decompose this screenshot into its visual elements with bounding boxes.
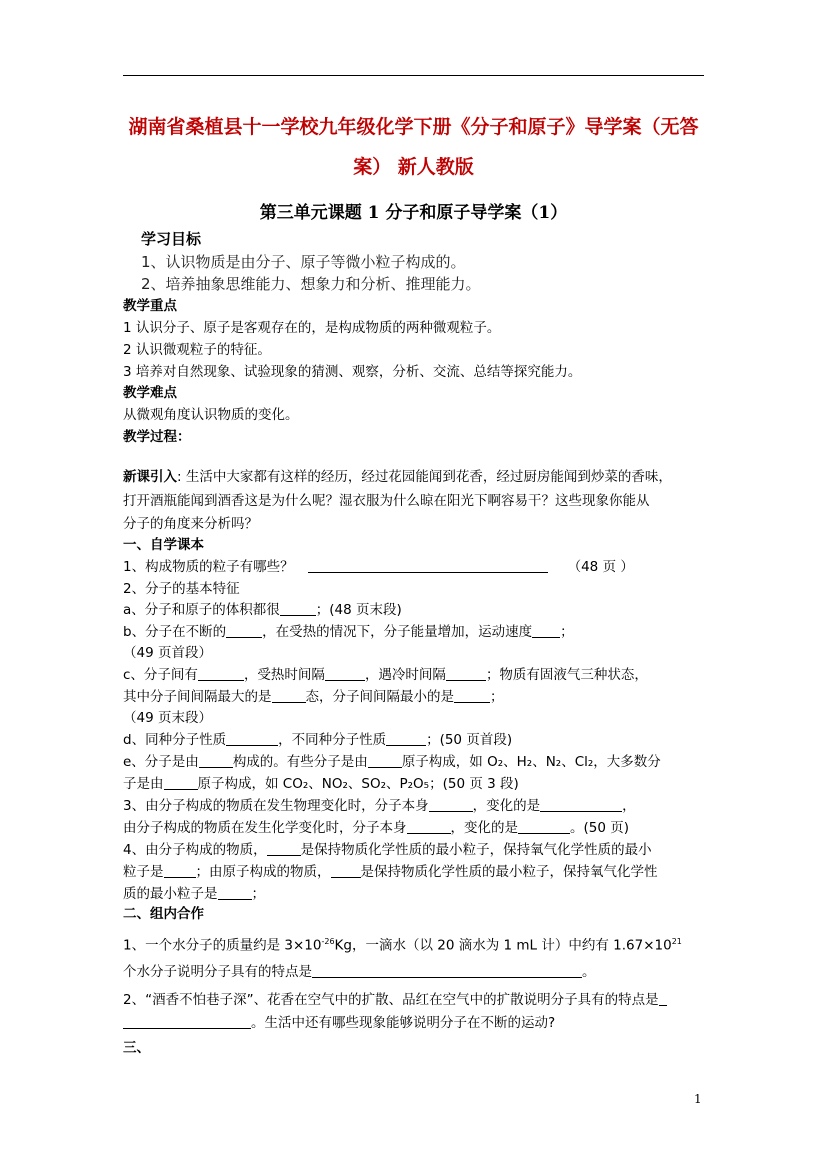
answer-blank bbox=[164, 863, 196, 878]
answer-blank bbox=[164, 775, 198, 790]
answer-blank bbox=[454, 688, 490, 703]
s2-question-1: 1、一个水分子的质量约是 $3\times 10^{-26}Kg$，一滴水（以 20 滴水为 1 mL 计）中约有 $1.67\times 10^{21}$ bbox=[123, 937, 682, 954]
answer-blank bbox=[368, 753, 402, 768]
intro-line-2: 打开酒瓶能闻到酒香这是为什么呢？湿衣服为什么晾在阳光下啊容易干？这些现象你能从 bbox=[123, 493, 650, 509]
key-point-1: 1 认识分子、原子是客观存在的，是构成物质的两种微观粒子。 bbox=[123, 320, 501, 336]
s1-item-e-2: 子是由 原子构成，如 CO₂、NO₂、SO₂、P₂O₅；(50 页 3 段) bbox=[123, 776, 519, 792]
s1-item-c: c、分子间有 ，受热时间隔 ，遇冷时间隔 ；物质有固液气三种状态， bbox=[123, 667, 648, 683]
s1-question-4-3: 质的最小粒子是 ； bbox=[123, 886, 265, 902]
objectives-heading: 学习目标 bbox=[141, 230, 202, 248]
objective-item-1: 1、认识物质是由分子、原子等微小粒子构成的。 bbox=[141, 253, 466, 271]
intro-label: 新课引入 bbox=[123, 469, 177, 485]
answer-blank bbox=[312, 963, 582, 978]
answer-blank bbox=[199, 753, 233, 768]
objective-item-2: 2、培养抽象思维能力、想象力和分析、推理能力。 bbox=[141, 275, 481, 293]
answer-blank bbox=[429, 797, 473, 812]
answer-blank bbox=[532, 623, 560, 638]
header-rule bbox=[123, 75, 704, 76]
answer-blank bbox=[280, 601, 316, 616]
page-number: 1 bbox=[694, 1092, 702, 1106]
s1-question-3: 3、由分子构成的物质在发生物理变化时，分子本身 ，变化的是 ， bbox=[123, 798, 636, 814]
document-title-line2: 案） 新人教版 bbox=[353, 156, 474, 178]
section3-heading: 三、 bbox=[123, 1040, 150, 1056]
section2-heading: 二、组内合作 bbox=[123, 906, 204, 922]
answer-blank bbox=[331, 863, 361, 878]
s2-question-1-2: 个水分子说明分子具有的特点是 。 bbox=[123, 964, 596, 980]
answer-blank bbox=[308, 558, 548, 573]
answer-blank bbox=[123, 1014, 251, 1029]
s2-question-2-2: 。生活中还有哪些现象能够说明分子在不断的运动? bbox=[123, 1013, 555, 1033]
intro-line-3: 分子的角度来分析吗？ bbox=[123, 516, 258, 532]
answer-blank bbox=[386, 731, 426, 746]
s1-item-b-ref: （49 页首段） bbox=[123, 645, 212, 661]
answer-blank bbox=[218, 885, 252, 900]
s1-question-1: 1、构成物质的粒子有哪些？ （48 页 ） bbox=[123, 559, 634, 575]
s1-item-a: a、分子和原子的体积都很 ；(48 页末段) bbox=[123, 602, 402, 618]
document-title-line1: 湖南省桑植县十一学校九年级化学下册《分子和原子》导学案（无答 bbox=[128, 116, 699, 138]
s1-item-c-ref: （49 页末段） bbox=[123, 710, 212, 726]
answer-blank bbox=[267, 841, 301, 856]
difficulty-heading: 教学难点 bbox=[123, 385, 177, 401]
answer-blank bbox=[407, 819, 451, 834]
s1-question-4-2: 粒子是 ；由原子构成的物质， 是保持物质化学性质的最小粒子，保持氧气化学性 bbox=[123, 864, 658, 880]
answer-blank bbox=[272, 688, 306, 703]
key-point-3: 3 培养对自然现象、试验现象的猜测、观察，分析、交流、总结等探究能力。 bbox=[123, 364, 582, 380]
key-point-2: 2 认识微观粒子的特征。 bbox=[123, 342, 271, 358]
answer-blank bbox=[325, 666, 365, 681]
answer-blank bbox=[226, 623, 262, 638]
process-heading: 教学过程： bbox=[123, 429, 191, 445]
key-points-heading: 教学重点 bbox=[123, 298, 177, 314]
s1-item-e: e、分子是由 构成的。有些分子是由 原子构成，如 O₂、H₂、N₂、Cl₂，大多数分 bbox=[123, 754, 661, 770]
s1-item-d: d、同种分子性质 ，不同种分子性质 ；(50 页首段) bbox=[123, 732, 513, 748]
answer-blank bbox=[446, 666, 486, 681]
difficulty-text: 从微观角度认识物质的变化。 bbox=[123, 407, 299, 423]
answer-blank bbox=[518, 819, 570, 834]
answer-blank bbox=[198, 666, 244, 681]
s1-item-b: b、分子在不断的 ，在受热的情况下，分子能量增加，运动速度 ； bbox=[123, 624, 574, 640]
s1-question-2: 2、分子的基本特征 bbox=[123, 581, 240, 597]
lesson-subtitle: 第三单元课题 1 分子和原子导学案（1） bbox=[259, 203, 568, 223]
answer-blank bbox=[226, 731, 278, 746]
s1-item-c-2: 其中分子间间隔最大的是 态，分子间间隔最小的是 ； bbox=[123, 689, 504, 705]
answer-blank bbox=[540, 797, 622, 812]
intro-line-1: 新课引入: 生活中大家都有这样的经历，经过花园能闻到花香，经过厨房能闻到炒菜的香味， bbox=[123, 469, 672, 485]
s2-question-2: 2、“酒香不怕巷子深”、花香在空气中的扩散、品红在空气中的扩散说明分子具有的特点是 bbox=[123, 990, 667, 1010]
s1-question-4: 4、由分子构成的物质， 是保持物质化学性质的最小粒子，保持氧气化学性质的最小 bbox=[123, 842, 652, 858]
section1-heading: 一、自学课本 bbox=[123, 537, 204, 553]
s1-question-3-2: 由分子构成的物质在发生化学变化时，分子本身 ，变化的是 。(50 页) bbox=[123, 820, 630, 836]
answer-blank bbox=[659, 991, 667, 1006]
